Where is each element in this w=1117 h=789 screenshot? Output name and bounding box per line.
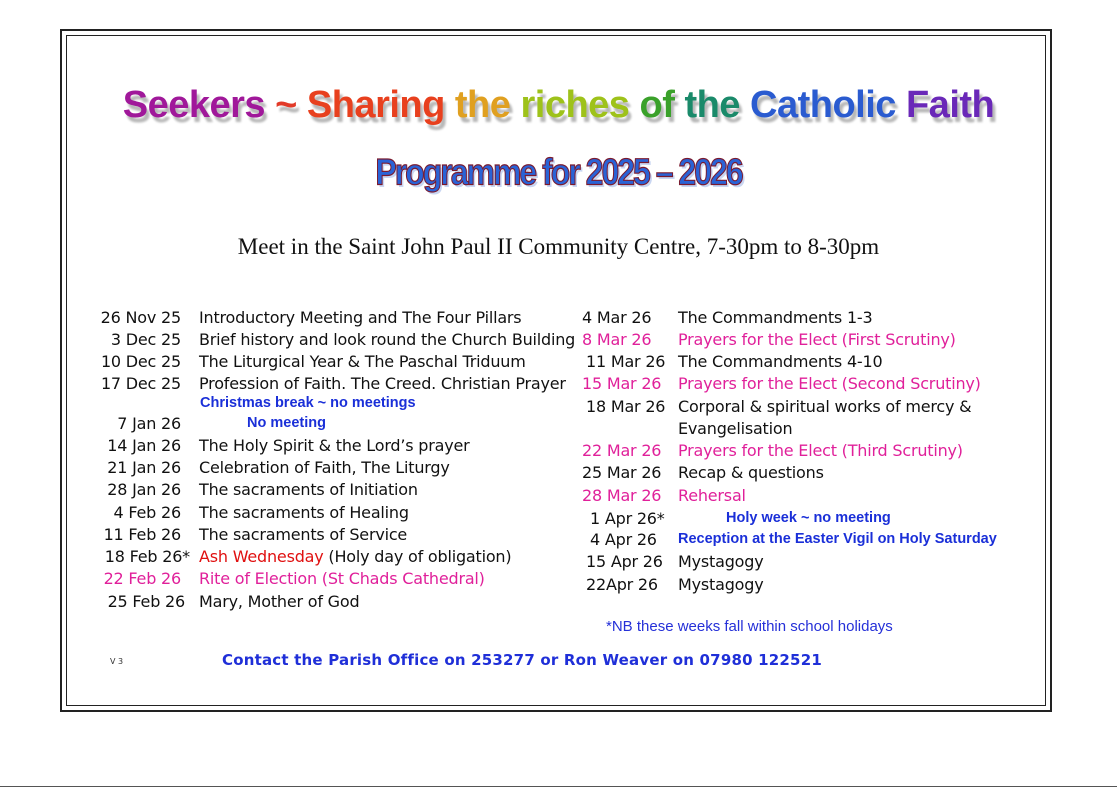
row-desc: Mystagogy (678, 575, 764, 594)
row-desc: Prayers for the Elect (Third Scrutiny) (678, 441, 963, 460)
row-date: 18 Mar 26 (586, 397, 666, 416)
row-desc: The Commandments 1-3 (678, 308, 873, 327)
row-date: 15 Apr 26 (586, 552, 663, 571)
christmas-break-note: Christmas break ~ no meetings (200, 395, 416, 411)
row-desc: Mary, Mother of God (199, 592, 360, 611)
row-date: 17 Dec 25 (100, 374, 181, 393)
title-word: riches (520, 84, 630, 126)
row-desc: The sacraments of Initiation (199, 480, 418, 499)
row-desc: Profession of Faith. The Creed. Christian Prayer (199, 374, 566, 393)
row-date: 18 Feb 26* (104, 547, 190, 566)
row-date: 28 Jan 26 (107, 480, 181, 499)
row-date: 1 Apr 26* (590, 509, 665, 528)
row-date: 14 Jan 26 (107, 436, 181, 455)
title-word: Faith (905, 84, 995, 126)
row-date: 4 Apr 26 (590, 530, 657, 549)
row-desc: The Holy Spirit & the Lord’s prayer (199, 436, 470, 455)
row-desc: The Commandments 4-10 (678, 352, 883, 371)
easter-vigil-note: Reception at the Easter Vigil on Holy Saturday (678, 531, 997, 547)
title-word: Catholic (750, 84, 896, 126)
row-desc: Prayers for the Elect (First Scrutiny) (678, 330, 956, 349)
title-word: ~ (275, 84, 297, 126)
row-desc: The Liturgical Year & The Paschal Triduum (199, 352, 526, 371)
title-word: the (684, 84, 740, 126)
row-date: 26 Nov 25 (100, 308, 181, 327)
row-desc: Rite of Election (St Chads Cathedral) (199, 569, 485, 588)
row-date: 4 Mar 26 (582, 308, 652, 327)
version-label: V 3 (110, 657, 124, 666)
title-word: Seekers (122, 84, 266, 126)
row-date: 21 Jan 26 (107, 458, 181, 477)
programme-heading: Programme for 2025 – 2026 (375, 151, 742, 193)
page-bottom-rule (0, 786, 1117, 787)
page-title (0, 84, 1117, 127)
row-desc: Mystagogy (678, 552, 764, 571)
title-word: of (639, 84, 675, 126)
row-desc-suffix: (Holy day of obligation) (323, 547, 512, 566)
row-date: 3 Dec 25 (110, 330, 181, 349)
row-date: 7 Jan 26 (117, 414, 181, 433)
title-word: Sharing (306, 84, 445, 126)
row-date: 28 Mar 26 (582, 486, 662, 505)
row-date: 22 Mar 26 (582, 441, 662, 460)
row-desc: Evangelisation (678, 419, 793, 438)
no-meeting-note: No meeting (247, 415, 326, 431)
row-desc: Rehersal (678, 486, 746, 505)
row-date: 11 Mar 26 (586, 352, 666, 371)
meeting-location: Meet in the Saint John Paul II Community Centre, 7-30pm to 8-30pm (237, 234, 880, 259)
row-desc: Recap & questions (678, 463, 824, 482)
holy-week-note: Holy week ~ no meeting (726, 510, 891, 526)
row-date: 4 Feb 26 (113, 503, 181, 522)
title-word: the (454, 84, 511, 126)
row-desc: The sacraments of Healing (199, 503, 409, 522)
holiday-footnote: *NB these weeks fall within school holidays (606, 618, 893, 635)
row-desc: The sacraments of Service (199, 525, 408, 544)
row-desc: Corporal & spiritual works of mercy & (678, 397, 972, 416)
row-date: 25 Feb 26 (107, 592, 185, 611)
row-desc: Introductory Meeting and The Four Pillars (199, 308, 522, 327)
contact-line: Contact the Parish Office on 253277 or Ron Weaver on 07980 122521 (222, 651, 822, 669)
row-date: 22 Feb 26 (103, 569, 181, 588)
row-desc: Prayers for the Elect (Second Scrutiny) (678, 374, 981, 393)
row-desc: Celebration of Faith, The Liturgy (199, 458, 450, 477)
row-date: 22Apr 26 (586, 575, 658, 594)
row-desc: Brief history and look round the Church Building (199, 330, 576, 349)
row-date: 15 Mar 26 (582, 374, 662, 393)
row-desc (199, 546, 511, 568)
row-date: 25 Mar 26 (582, 463, 662, 482)
row-date: 10 Dec 25 (100, 352, 181, 371)
row-date: 11 Feb 26 (103, 525, 181, 544)
ash-wednesday-label: Ash Wednesday (199, 547, 324, 566)
row-date: 8 Mar 26 (582, 330, 652, 349)
